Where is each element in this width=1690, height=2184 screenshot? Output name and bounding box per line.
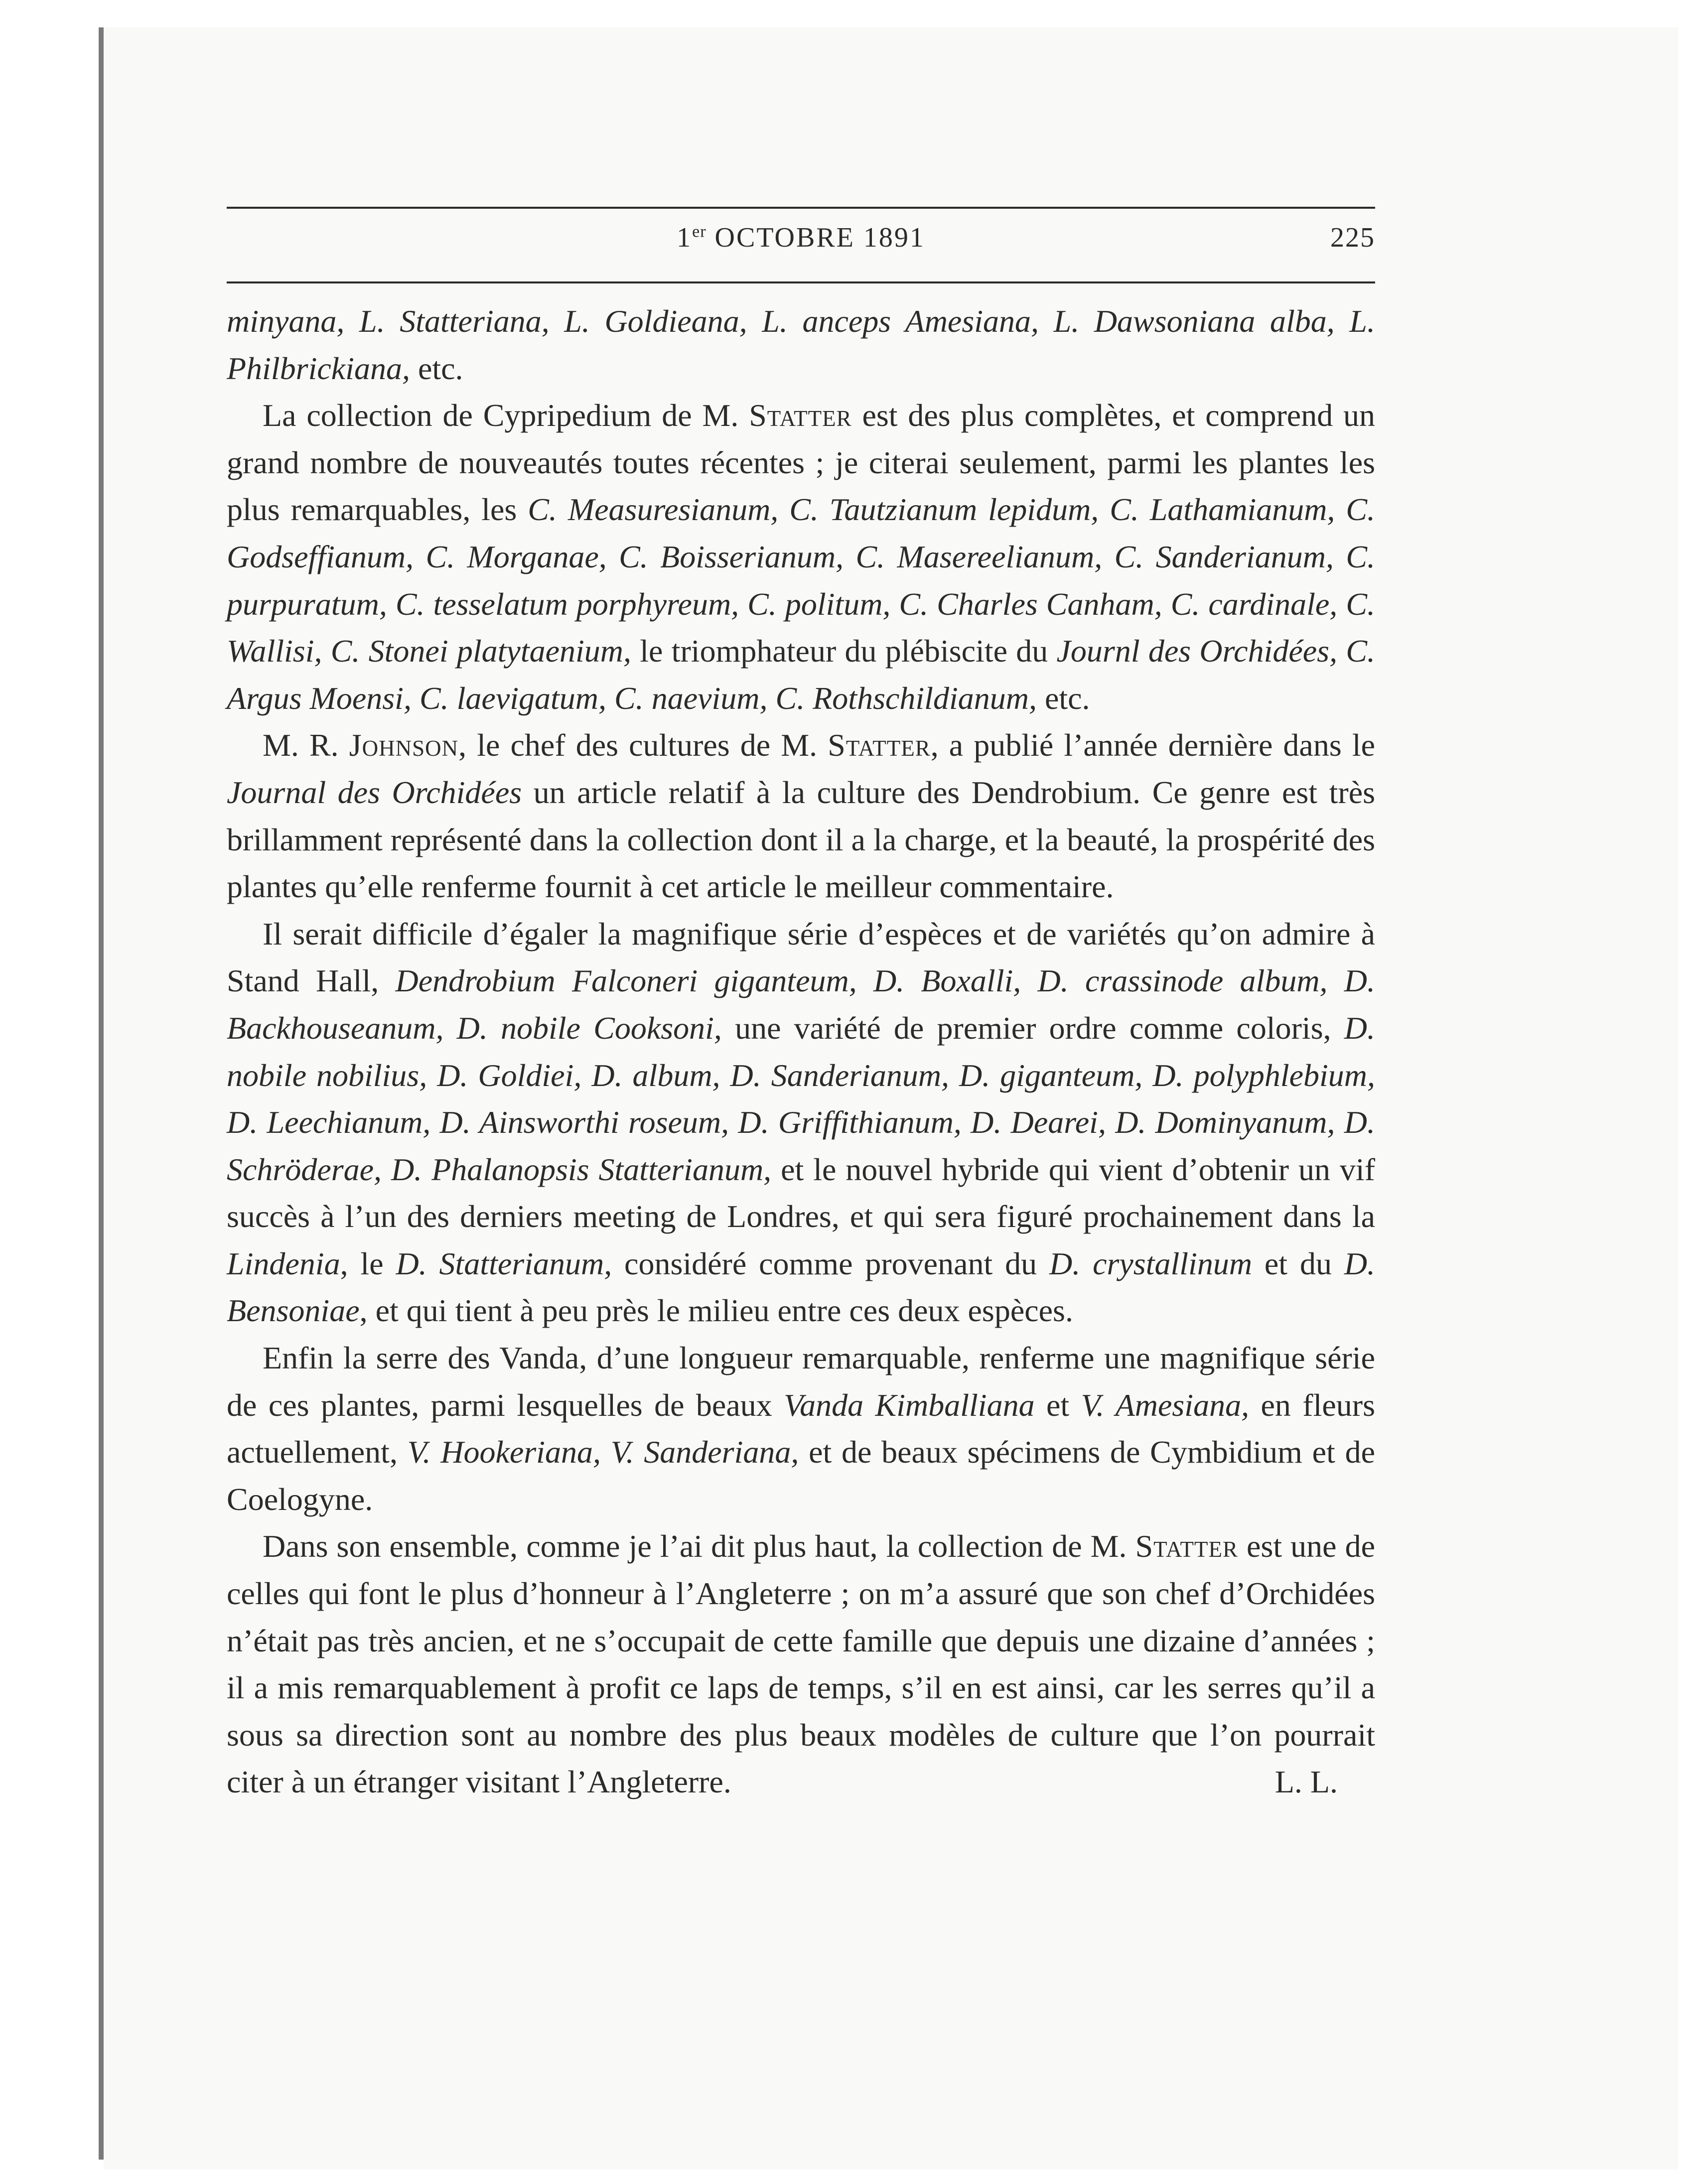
page-header (227, 202, 1375, 289)
italic-text: D. Statterianum, (396, 1245, 612, 1281)
text: est des plus complètes, et comprend un grand nombre de nouveautés toutes récentes ; je citerai seulement, parmi les plantes les plus remarquables, les (227, 398, 1375, 528)
text: considéré comme provenant du (612, 1245, 1049, 1281)
italic-text: V. Amesiana, (1081, 1387, 1250, 1423)
text: , le (340, 1245, 396, 1281)
text: un article relatif à la culture des Dendrobium. Ce genre est très brillamment représenté dans la collection dont il a la charge, et la beauté, la prospérité des plantes qu’elle renferme fournit à cet article le meilleur commentaire. (227, 774, 1376, 905)
scan-shadow-edge (99, 27, 104, 2160)
italic-text: D. crystallinum (1049, 1245, 1253, 1281)
text: Enfin la serre des Vanda, d’une longueur remarquable, renferme une magnifique série de ces plantes, parmi lesquelles de beaux (227, 1340, 1375, 1423)
author-signature: L. L. (1274, 1764, 1338, 1800)
date-day: 1 (677, 222, 693, 253)
small-caps-name: Statter (1135, 1528, 1239, 1564)
text: , a publié l’année dernière dans le (930, 727, 1375, 763)
text: Il serait difficile d’égaler la magnifique série d’espèces et de variétés qu’on admire à Stand Hall, (227, 916, 1375, 999)
text: le triomphateur du plébiscite du (631, 633, 1057, 669)
italic-text: Vanda Kimballiana (784, 1387, 1035, 1423)
text: M. R. (263, 727, 349, 763)
small-caps-name: Statter (749, 398, 852, 433)
header-bottom-rule (227, 281, 1375, 283)
page-number: 225 (1330, 222, 1375, 253)
date-day-suffix: er (692, 222, 706, 241)
italic-text: D. nobile nobilius, D. Goldiei, D. album, D. Sanderianum, D. giganteum, D. polyphlebium, D. Leechianum, D. Ainsworthi roseum, D. Griffithianum, D. Dearei, D. Dominyanum, D. Schröderae, D. Phalanopsis Statterianum, (227, 1010, 1376, 1187)
text: , et qui tient à peu près le milieu entre ces deux espèces. (359, 1293, 1073, 1329)
text: en fleurs actuellement, (227, 1387, 1375, 1470)
text: Dans son ensemble, comme je l’ai dit plus haut, la collection de M. (263, 1528, 1135, 1564)
paragraph-1 (227, 298, 1375, 392)
italic-text: D. Bensoniae (227, 1245, 1376, 1329)
paragraph-4 (227, 911, 1375, 1335)
text: etc. (410, 350, 463, 386)
small-caps-name: Statter (828, 727, 931, 763)
text: La collection de Cypripedium de M. (263, 398, 749, 433)
running-head-date (227, 222, 1375, 254)
italic-text: Journal des Orchidées (227, 774, 522, 810)
italic-text: Dendrobium Falconeri giganteum, D. Boxalli, D. crassinode album, D. Backhouseanum, D. nobile Cooksoni, (227, 963, 1375, 1046)
paragraph-5 (227, 1335, 1375, 1523)
italic-text: minyana, L. Statteriana, L. Goldieana, L. anceps Amesiana, L. Dawsoniana alba, L. Philbrickiana, (227, 303, 1375, 386)
header-top-rule (227, 207, 1375, 209)
italic-text: Lindenia (227, 1245, 340, 1281)
paragraph-3 (227, 722, 1375, 910)
text: et du (1252, 1245, 1344, 1281)
small-caps-name: Johnson (349, 727, 459, 763)
text: et de beaux spécimens de Cymbidium et de Coelogyne. (227, 1434, 1376, 1517)
text: etc. (1036, 680, 1090, 716)
article-body (227, 298, 1375, 1806)
date-month-year: OCTOBRE 1891 (706, 222, 925, 253)
italic-text: Journl des Orchidées, C. Argus Moensi, C. laevigatum, C. naevium, C. Rothschildianum, (227, 633, 1376, 716)
text: une variété de premier ordre comme coloris, (721, 1010, 1344, 1046)
text: , le chef des cultures de M. (458, 727, 828, 763)
text: et le nouvel hybride qui vient d’obtenir un vif succès à l’un des derniers meeting de Londres, et qui sera figuré prochainement dans la (227, 1151, 1375, 1234)
paragraph-6 (227, 1523, 1375, 1806)
text: est une de celles qui font le plus d’honneur à l’Angleterre ; on m’a assuré que son chef d’Orchidées n’était pas très ancien, et ne s’occupait de cette famille que depuis une dizaine d’années ; il a mis remarquablement à profit ce laps de temps, s’il en est ainsi, car les serres qu’il a sous sa direction sont au nombre des plus beaux modèles de culture que l’on pourrait citer à un étranger visitant l’Angleterre. (227, 1528, 1376, 1800)
paragraph-2 (227, 392, 1375, 722)
italic-text: C. Measuresianum, C. Tautzianum lepidum, C. Lathamianum, C. Godseffianum, C. Morganae, C. Boisserianum, C. Masereelianum, C. Sanderianum, C. purpuratum, C. tesselatum porphyreum, C. politum, C. Charles Canham, C. cardinale, C. Wallisi, C. Stonei platytaenium, (227, 492, 1376, 669)
italic-text: V. Hookeriana, V. Sanderiana, (407, 1434, 799, 1470)
text: et (1034, 1387, 1081, 1423)
